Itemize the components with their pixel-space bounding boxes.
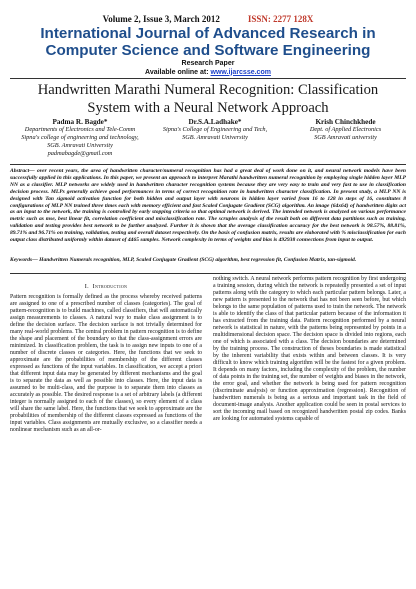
availability-line: [0, 69, 416, 76]
author-1: [10, 118, 150, 158]
keywords-label: Keywords: [10, 257, 33, 263]
keywords-bottom-divider: [10, 273, 406, 274]
header-divider: [10, 78, 406, 79]
author-1-email: padmabagde@gmail.com: [47, 150, 113, 157]
journal-title-line-1: International Journal of Advanced Research in: [40, 25, 376, 42]
paper-title: [10, 81, 406, 117]
author-3-affiliation-2: SGB Amravati university: [314, 134, 377, 141]
paper-type-label: Research Paper: [181, 60, 235, 67]
abstract-text: — over recent years, the area of handwritten character/numeral recognition has had a great deal of work done on it, and neural network models have been successfully applied in this applications. In this paper, we present an approach to interpret Marathi handwritten numeral recognition by employing single hidden layer MLP NN as a classifier. MLP networks are widely used in handwritten character recognition systems because they are very easy to train and very fast to use in classification decision process. MLPs generally achieve good performances in terms of correct recognition rate in handwritten character classification. In present study, a MLP NN is designed with Tan sigmoid activation function for both hidden and output layer with neurons in hidden layer varied from 16 to 128 in steps of 16, constitutes 8 configurations of MLP NN trained three times each with memory efficient and fast Scaled Conjugate Gradient (SCG) algorithm. An image (64x64) of handwritten digits act as an input to the network, the training is controlled by early stopping criteria so that optimal network is derived. The intended network is analyzed on various performance metric such as mse, best linear fit, correlation coefficient and misclassification rate. The scruples analysis of the result both on different data partitions such as training, validation and testing provides best network to be further analyzed. Further it is shown that the average classification accuracy for the best network is 98.57%, 88.81%, 89.71% and 96.71% on training, validation, testing and overall dataset respectively. On the basis of confusion matrix, results are elaborated with % misclassification for each output class distributed uniformly within dataset of 4465 samples. Network complexity in terms of weights and bias is 492938 connections from input to output.: [10, 168, 406, 244]
volume-issue-line: [0, 14, 416, 24]
abstract-label: Abstract: [10, 168, 30, 174]
author-1-affiliation-3: SGB. Amravati University: [47, 142, 113, 149]
author-1-affiliation-2: Sipna's college of engineering and technology,: [21, 134, 139, 141]
section-numeral: I.: [84, 283, 89, 290]
right-column-text: nothing switch. A neural network performs pattern recognition by first undergoing a training session, during which the network is repeatedly presented a set of input patterns along with the category to which each particular pattern belongs. Later, a new pattern is presented to the network that has not been seen before, but which belongs to the same population of patterns used to train the network. The network is able to identify the class of that particular pattern because of the information it has extracted from the training data. Pattern recognition performed by a neural network is statistical in nature, with the patterns being represented by points in a multidimensional decision space. The decision space is divided into regions, each one of which is associated with a class. The decision boundaries are determined by the training process. The construction of theses boundaries is made statistical by the inherent variability that exists within and between classes. It is very difficult to know which training algorithm will be the fastest for a given problem. It depends on many factors, including the complexity of the problem, the number of data points in the training set, the number of weights and biases in the network, the error goal, and whether the network is being used for pattern recognition (discriminate analysis) or function approximation (regression). Recognition of handwritten numerals is being as a serious and important task in the field of document-image analysis. Another application could be seen in postal services to sort the incoming mail based on recognized handwritten postal zip codes. Banks are looking for automated systems capable of: [213, 276, 406, 422]
journal-title: [10, 25, 406, 59]
author-3: [285, 118, 406, 142]
author-3-name: Krish Chinchkhede: [315, 118, 376, 126]
journal-url-link[interactable]: www.ijarcsse.com: [210, 68, 271, 76]
paper-title-line-1: Handwritten Marathi Numeral Recognition: Classification: [37, 82, 379, 98]
right-column: [213, 276, 406, 423]
section-title: Introduction: [92, 283, 128, 290]
author-1-name: Padma R. Bagde*: [52, 118, 108, 126]
author-2-affiliation-1: Sipna's College of Engineering and Tech,: [162, 126, 268, 133]
paper-title-line-2: System with a Neural Network Approach: [87, 100, 329, 116]
abstract-top-divider: [10, 164, 406, 165]
keywords-text: — Handwritten Numerals recognition, MLP, Scaled Conjugate Gradient (SCG) algorithm, best regression fit, Confusion Matrix, tan-sigmoid.: [32, 257, 357, 263]
availability-prefix: Available online at:: [145, 68, 211, 76]
section-heading: [10, 283, 202, 290]
journal-title-line-2: Computer Science and Software Engineering: [45, 42, 371, 59]
issn-text: ISSN: 2277 128X: [247, 14, 314, 24]
author-3-affiliation-1: Dept. of Applied Electronics: [309, 126, 382, 133]
author-2-affiliation-2: SGB. Amravati University: [182, 134, 248, 141]
abstract: [10, 168, 406, 244]
keywords: [10, 257, 406, 264]
left-column: [10, 276, 202, 434]
author-1-affiliation-1: Departments of Electronics and Tele-Comm: [24, 126, 136, 133]
author-2-name: Dr.S.A.Ladhake*: [188, 118, 242, 126]
volume-text: Volume 2, Issue 3, March 2012: [102, 14, 220, 24]
author-2: [150, 118, 280, 142]
left-column-text: Pattern recognition is formally defined as the process whereby received patterns are assigned to one of a prescribed number of classes (categories). The goal of pattern-recognition is to build machines, called classifiers, that will automatically assign measurements to classes. A natural way to make class assignment is to define the decision surface. The decision surface is not trivially determined for many real-world problems. The central problem in pattern recognition is to define the shape and placement of the boundary so that the class-assignment errors are minimized. In classification problem, the task is to assign new inputs to one of a number of discrete classes or categories. Here, the functions that we seek to approximate are the probabilities of membership of the different classes expressed as functions of the input variables. In classification, we accept a priori that different input data may be generated by different mechanisms and the goal is to separate the data as well as possible into classes. Here, the input data is assumed to be multi-class, and the purpose is to separate them into classes as accurately as possible. The desired response is a set of arbitrary labels (a different integer is normally assigned to each of the classes), so every element of a class will share the same label. Here, the functions that we seek to approximate are the probabilities of membership of the different classes expressed as functions of the input variables. Class assignments are mutually exclusive, so a classifier needs a nonlinear mechanism such as an all-or-: [10, 294, 202, 433]
